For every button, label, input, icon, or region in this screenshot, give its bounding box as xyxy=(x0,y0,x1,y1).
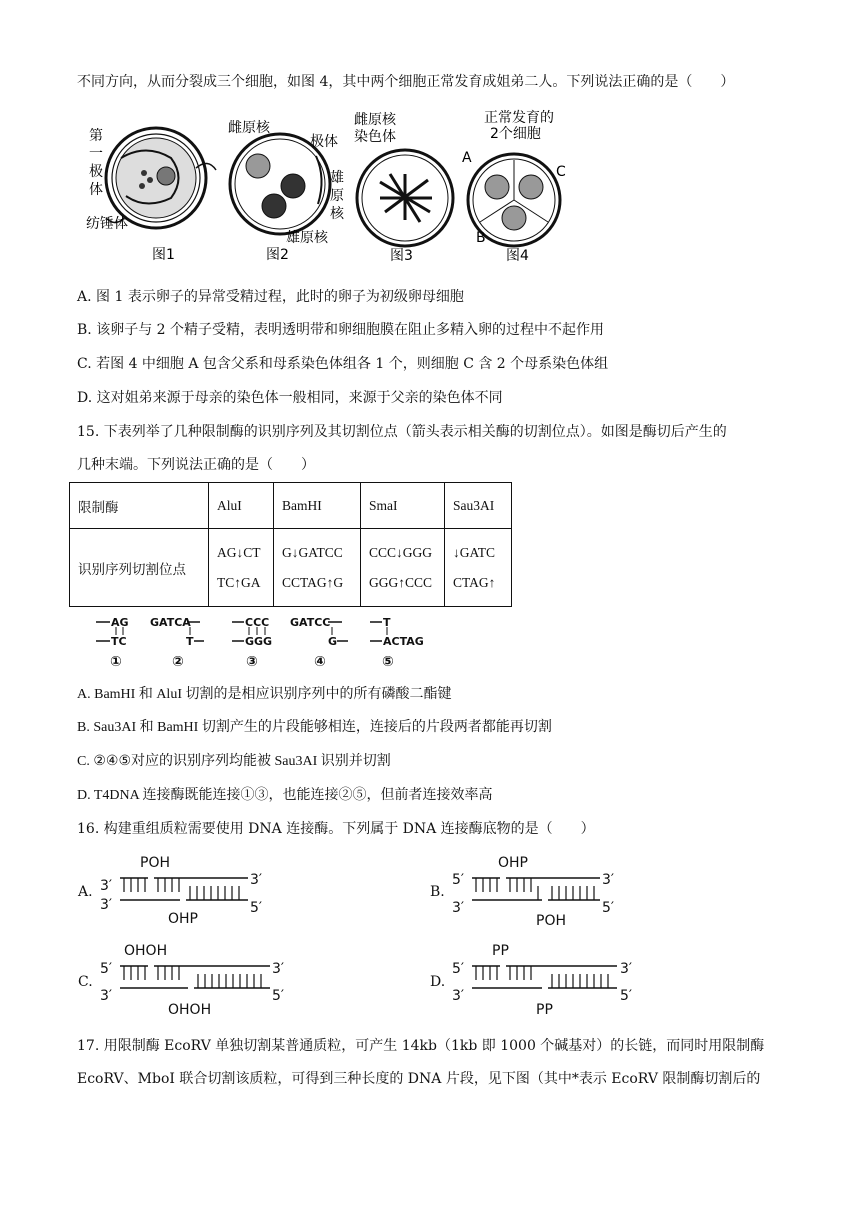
fig2-label-m1: 雄 xyxy=(330,170,344,186)
q15-option-b: B. Sau3AI 和 BamHI 切割产生的片段能够相连，连接后的片段两者都能再切割 xyxy=(77,720,552,735)
fig4-label-normal: 正常发育的 xyxy=(484,110,554,126)
q17-line1: 17. 用限制酶 EcoRV 单独切割某普通质粒，可产生 14kb（1kb 即 1000 个碱基对）的长链，而同时用限制酶 xyxy=(77,1038,765,1054)
q16-c-right-end: 3′ xyxy=(272,961,285,977)
fig2-label-male: 雄原核 xyxy=(286,230,328,246)
q16-a-left-end: 3′ xyxy=(100,878,113,894)
q16-a-right-end-bottom: 5′ xyxy=(250,900,263,916)
q16-b-top-group: OHP xyxy=(498,855,528,871)
q17-line2: EcoRV、MboI 联合切割该质粒，可得到三种长度的 DNA 片段，见下图（其中*表示 EcoRV 限制酶切割后的 xyxy=(77,1071,761,1087)
fig2-caption: 图2 xyxy=(266,247,289,263)
fig4-label-C: C xyxy=(556,164,566,180)
fig1-label-spindle: 纺锤体 xyxy=(86,216,128,232)
figure-4 xyxy=(462,110,572,263)
q16-c-left-end: 5′ xyxy=(100,961,113,977)
q15-stem-line2: 几种末端。下列说法正确的是（ ） xyxy=(77,457,315,473)
enzyme-site-alui: AG↓CT TC↑GA xyxy=(209,529,274,607)
q15-option-c: C. ②④⑤对应的识别序列均能被 Sau3AI 识别并切割 xyxy=(77,754,391,769)
q16-d-bottom-group: PP xyxy=(536,1002,553,1018)
end2-bottom: T xyxy=(186,635,194,648)
fig2-label-female: 雌原核 xyxy=(228,120,270,136)
fig4-label-B: B xyxy=(476,230,486,246)
q14-intro: 不同方向，从而分裂成三个细胞，如图 4，其中两个细胞正常发育成姐弟二人。下列说法正确的是（ ） xyxy=(77,74,735,90)
end5-top: T xyxy=(383,616,391,629)
enzyme-table-header-4: Sau3AI xyxy=(445,483,512,529)
end4-bottom: G xyxy=(328,635,338,648)
q16-opt-d-label: D. xyxy=(430,974,446,990)
q16-c-top-group: OHOH xyxy=(124,943,168,959)
q16-c-left-end-bottom: 3′ xyxy=(100,988,113,1004)
fig1-label-4: 体 xyxy=(89,182,103,198)
enzyme-table-header-2: BamHI xyxy=(274,483,361,529)
enzyme-table-row-label: 识别序列切割位点 xyxy=(70,529,209,607)
enzyme-site-sau3ai: ↓GATC CTAG↑ xyxy=(445,529,512,607)
q16-opt-b-label: B. xyxy=(430,884,445,900)
end3-top: CCC xyxy=(245,616,270,629)
q16-b-right-end: 3′ xyxy=(602,872,615,888)
end2-top: GATCA xyxy=(150,616,191,629)
q16-a-right-end: 3′ xyxy=(250,872,263,888)
q16-opt-b-diagram xyxy=(452,852,622,930)
enzyme-site-bamhi: G↓GATCC CCTAG↑G xyxy=(274,529,361,607)
q16-c-right-end-bottom: 5′ xyxy=(272,988,285,1004)
fig1-label-2: 一 xyxy=(89,146,103,162)
enzyme-site-smai: CCC↓GGG GGG↑CCC xyxy=(361,529,445,607)
end4-num: ④ xyxy=(314,654,326,670)
end1-num: ① xyxy=(110,654,122,670)
q16-a-top-group: POH xyxy=(140,855,170,871)
q15-option-d: D. T4DNA 连接酶既能连接①③，也能连接②⑤，但前者连接效率高 xyxy=(77,788,493,803)
q16-d-right-end: 3′ xyxy=(620,961,633,977)
enzyme-table-header-3: SmaI xyxy=(361,483,445,529)
figure-1 xyxy=(86,118,216,263)
q16-d-top-group: PP xyxy=(492,943,509,959)
enzyme-table-site-row xyxy=(70,529,512,607)
q16-d-left-end-bottom: 3′ xyxy=(452,988,465,1004)
q14-option-a: A. 图 1 表示卵子的异常受精过程，此时的卵子为初级卵母细胞 xyxy=(77,289,464,305)
fig3-caption: 图3 xyxy=(390,248,413,264)
fig4-caption: 图4 xyxy=(506,248,529,264)
enzyme-table-header-1: AluI xyxy=(209,483,274,529)
end1-bottom: TC xyxy=(111,635,127,648)
enzyme-table-header-row xyxy=(70,483,512,529)
q14-option-d: D. 这对姐弟来源于母亲的染色体一般相同，来源于父亲的染色体不同 xyxy=(77,390,503,406)
q16-a-bottom-group: OHP xyxy=(168,911,198,927)
end4-top: GATCC xyxy=(290,616,331,629)
enzyme-table-header-0: 限制酶 xyxy=(70,483,209,529)
figure-2 xyxy=(228,118,348,263)
enzyme-table xyxy=(69,482,512,607)
end1-top: AG xyxy=(111,616,129,629)
sticky-ends-figure xyxy=(92,610,437,672)
q16-b-left-end-bottom: 3′ xyxy=(452,900,465,916)
q16-stem: 16. 构建重组质粒需要使用 DNA 连接酶。下列属于 DNA 连接酶底物的是（ ） xyxy=(77,821,595,837)
q16-opt-a-diagram xyxy=(100,852,270,930)
fig1-label-3: 极 xyxy=(89,164,103,180)
q16-opt-a-label: A. xyxy=(78,884,93,900)
q16-opt-c-label: C. xyxy=(78,974,93,990)
fig2-label-m3: 核 xyxy=(330,206,344,222)
end2-num: ② xyxy=(172,654,184,670)
fig2-label-m2: 原 xyxy=(330,188,344,204)
end3-bottom: GGG xyxy=(245,635,273,648)
q16-d-right-end-bottom: 5′ xyxy=(620,988,633,1004)
end5-num: ⑤ xyxy=(382,654,394,670)
q15-stem-line1: 15. 下表列举了几种限制酶的识别序列及其切割位点（箭头表示相关酶的切割位点）。如图是酶切后产生的 xyxy=(77,424,727,440)
fig3-label-chrom: 染色体 xyxy=(354,129,396,145)
q16-b-left-end: 5′ xyxy=(452,872,465,888)
fig1-caption: 图1 xyxy=(152,247,175,263)
q14-option-c: C. 若图 4 中细胞 A 包含父系和母系染色体组各 1 个，则细胞 C 含 2 个母系染色体组 xyxy=(77,356,609,372)
q16-b-right-end-bottom: 5′ xyxy=(602,900,615,916)
fig4-label-A: A xyxy=(462,150,472,166)
figure-3 xyxy=(350,112,460,263)
q14-option-b: B. 该卵子与 2 个精子受精，表明透明带和卵细胞膜在阻止多精入卵的过程中不起作用 xyxy=(77,322,604,338)
q16-b-bottom-group: POH xyxy=(536,913,566,929)
fig4-label-2cells: 2个细胞 xyxy=(490,126,541,142)
q16-opt-c-diagram xyxy=(100,940,290,1018)
q15-option-a: A. BamHI 和 AluI 切割的是相应识别序列中的所有磷酸二酯键 xyxy=(77,687,452,702)
q16-c-bottom-group: OHOH xyxy=(168,1002,212,1018)
q16-opt-d-diagram xyxy=(452,940,642,1018)
fig1-label-1: 第 xyxy=(89,128,103,144)
q16-a-left-end-bottom: 3′ xyxy=(100,897,113,913)
end3-num: ③ xyxy=(246,654,258,670)
fig2-label-polar: 极体 xyxy=(310,134,338,150)
q16-d-left-end: 5′ xyxy=(452,961,465,977)
end5-bottom: ACTAG xyxy=(383,635,424,648)
fig3-label-female: 雌原核 xyxy=(354,112,396,128)
